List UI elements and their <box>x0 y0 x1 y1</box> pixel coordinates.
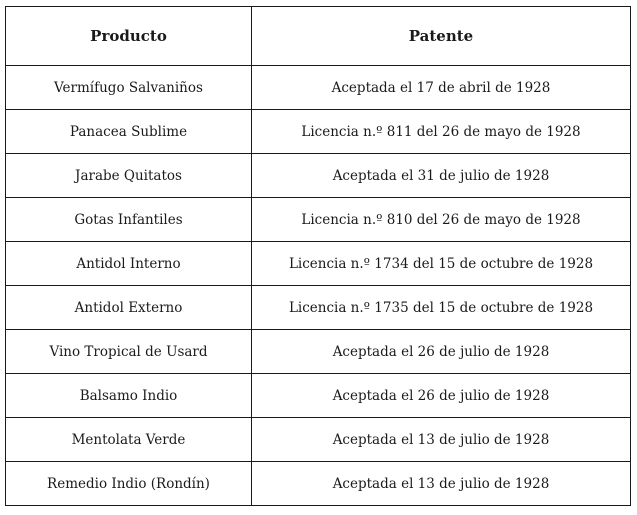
table-body <box>6 66 631 506</box>
patent-cell: Aceptada el 13 de julio de 1928 <box>252 462 631 506</box>
patent-cell: Licencia n.º 1734 del 15 de octubre de 1928 <box>252 242 631 286</box>
header-row <box>6 7 631 66</box>
patent-cell: Licencia n.º 811 del 26 de mayo de 1928 <box>252 110 631 154</box>
product-cell: Gotas Infantiles <box>6 198 252 242</box>
table-row <box>6 462 631 506</box>
table-row <box>6 198 631 242</box>
patent-cell: Aceptada el 31 de julio de 1928 <box>252 154 631 198</box>
table-row <box>6 154 631 198</box>
product-cell: Balsamo Indio <box>6 374 252 418</box>
table-row <box>6 66 631 110</box>
header-product: Producto <box>6 7 252 66</box>
patent-cell: Aceptada el 26 de julio de 1928 <box>252 374 631 418</box>
patent-cell: Licencia n.º 1735 del 15 de octubre de 1928 <box>252 286 631 330</box>
patents-table <box>5 6 631 506</box>
table-row <box>6 330 631 374</box>
product-cell: Panacea Sublime <box>6 110 252 154</box>
table-row <box>6 286 631 330</box>
table-header <box>6 7 631 66</box>
product-cell: Jarabe Quitatos <box>6 154 252 198</box>
product-cell: Antidol Externo <box>6 286 252 330</box>
product-cell: Vino Tropical de Usard <box>6 330 252 374</box>
product-cell: Remedio Indio (Rondín) <box>6 462 252 506</box>
patent-cell: Aceptada el 13 de julio de 1928 <box>252 418 631 462</box>
patent-cell: Aceptada el 17 de abril de 1928 <box>252 66 631 110</box>
patent-cell: Aceptada el 26 de julio de 1928 <box>252 330 631 374</box>
product-cell: Vermífugo Salvaniños <box>6 66 252 110</box>
product-cell: Antidol Interno <box>6 242 252 286</box>
product-cell: Mentolata Verde <box>6 418 252 462</box>
table-row <box>6 110 631 154</box>
patent-cell: Licencia n.º 810 del 26 de mayo de 1928 <box>252 198 631 242</box>
table-row <box>6 242 631 286</box>
table-row <box>6 374 631 418</box>
header-patent: Patente <box>252 7 631 66</box>
table-row <box>6 418 631 462</box>
